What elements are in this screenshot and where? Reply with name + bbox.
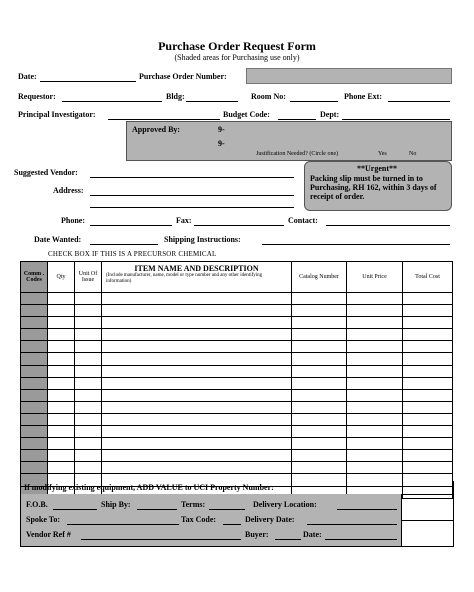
comm-code-cell (21, 426, 48, 438)
unit-cell[interactable] (75, 305, 102, 317)
address-label: Address: (53, 186, 84, 195)
precursor-checkbox-label[interactable]: CHECK BOX IF THIS IS A PRECURSOR CHEMICAL (48, 250, 217, 258)
unit-price-cell[interactable] (347, 365, 403, 377)
description-cell[interactable] (102, 365, 292, 377)
header-qty (48, 262, 75, 293)
catalog-cell[interactable] (292, 341, 347, 353)
header-unit-price-text: Unit Price (362, 274, 387, 280)
contact-field[interactable] (326, 225, 450, 226)
total-cost-cell[interactable] (403, 377, 453, 389)
item-row (21, 438, 453, 450)
unit-cell[interactable] (75, 438, 102, 450)
comm-code-cell (21, 450, 48, 462)
phone-ext-label: Phone Ext: (344, 92, 382, 101)
description-cell[interactable] (102, 450, 292, 462)
unit-price-cell[interactable] (347, 317, 403, 329)
phone-field[interactable] (90, 225, 172, 226)
page-subtitle: (Shaded areas for Purchasing use only) (174, 53, 300, 62)
total-cost-cell[interactable] (403, 389, 453, 401)
justification-yes[interactable]: Yes (378, 151, 387, 157)
comm-code-cell (21, 401, 48, 413)
header-unit (75, 262, 102, 293)
header-item-title: ITEM NAME AND DESCRIPTION (134, 264, 259, 273)
qty-cell[interactable] (48, 329, 75, 341)
contact-label: Contact: (288, 216, 318, 225)
description-cell[interactable] (102, 317, 292, 329)
description-cell[interactable] (102, 426, 292, 438)
catalog-cell[interactable] (292, 329, 347, 341)
total-cost-cell[interactable] (403, 413, 453, 425)
comm-code-cell (21, 341, 48, 353)
comm-code-cell (21, 305, 48, 317)
qty-cell[interactable] (48, 377, 75, 389)
footer-date-label: Date: (303, 530, 322, 539)
footer-date-field (325, 539, 397, 540)
ship-by-field (137, 509, 177, 510)
item-row (21, 365, 453, 377)
date-wanted-label: Date Wanted: (34, 235, 82, 244)
unit-price-cell[interactable] (347, 462, 403, 474)
buyer-label: Buyer: (245, 530, 269, 539)
description-cell[interactable] (102, 341, 292, 353)
approval-line-2-prefix: 9- (218, 139, 225, 148)
unit-price-cell[interactable] (347, 329, 403, 341)
item-row (21, 353, 453, 365)
total-cost-cell[interactable] (403, 401, 453, 413)
description-cell[interactable] (102, 293, 292, 305)
date-field[interactable] (40, 81, 136, 82)
total-cost-cell[interactable] (403, 462, 453, 474)
pi-label: Principal Investigator: (18, 110, 96, 119)
item-row (21, 450, 453, 462)
qty-cell[interactable] (48, 462, 75, 474)
qty-cell[interactable] (48, 353, 75, 365)
fax-label: Fax: (176, 216, 192, 225)
delivery-location-label: Delivery Location: (253, 500, 317, 509)
catalog-cell[interactable] (292, 462, 347, 474)
header-catalog-text: Catalog Number (299, 273, 339, 280)
total-cost-cell[interactable] (403, 426, 453, 438)
comm-code-cell (21, 353, 48, 365)
dept-field[interactable] (342, 119, 450, 120)
dept-label: Dept: (320, 110, 340, 119)
catalog-cell[interactable] (292, 305, 347, 317)
description-cell[interactable] (102, 305, 292, 317)
comm-code-cell (21, 317, 48, 329)
header-item-description (102, 262, 292, 293)
items-table (20, 261, 453, 499)
description-cell[interactable] (102, 353, 292, 365)
comm-code-cell (21, 377, 48, 389)
vendor-ref-label: Vendor Ref # (26, 530, 71, 539)
header-qty-text: Qty (56, 274, 66, 280)
catalog-cell[interactable] (292, 413, 347, 425)
vendor-ref-field (81, 539, 241, 540)
comm-code-cell (21, 293, 48, 305)
header-total-cost (403, 262, 453, 293)
total-cost-cell[interactable] (403, 438, 453, 450)
qty-cell[interactable] (48, 341, 75, 353)
suggested-vendor-field[interactable] (90, 177, 294, 178)
requestor-field[interactable] (62, 101, 162, 102)
item-row (21, 317, 453, 329)
unit-price-cell[interactable] (347, 426, 403, 438)
unit-price-cell[interactable] (347, 377, 403, 389)
justification-no[interactable]: No (409, 151, 417, 157)
header-comm-codes (21, 262, 48, 293)
catalog-cell[interactable] (292, 389, 347, 401)
unit-cell[interactable] (75, 401, 102, 413)
catalog-cell[interactable] (292, 317, 347, 329)
unit-cell[interactable] (75, 426, 102, 438)
suggested-vendor-label: Suggested Vendor: (14, 168, 78, 177)
terms-field (209, 509, 245, 510)
unit-cell[interactable] (75, 462, 102, 474)
tax-code-label: Tax Code: (181, 515, 217, 524)
footer-purchasing-box (20, 494, 454, 547)
catalog-cell[interactable] (292, 377, 347, 389)
fob-field (53, 509, 97, 510)
items-header-row (21, 262, 453, 293)
buyer-field (275, 539, 301, 540)
unit-cell[interactable] (75, 341, 102, 353)
unit-price-cell[interactable] (347, 438, 403, 450)
bldg-label: Bldg: (166, 92, 185, 101)
qty-cell[interactable] (48, 450, 75, 462)
requestor-label: Requestor: (18, 92, 56, 101)
unit-cell[interactable] (75, 353, 102, 365)
unit-cell[interactable] (75, 293, 102, 305)
item-row (21, 377, 453, 389)
total-cost-cell[interactable] (403, 305, 453, 317)
unit-price-cell[interactable] (347, 305, 403, 317)
approval-line-1-prefix: 9- (218, 125, 225, 134)
comm-code-cell (21, 365, 48, 377)
total-cost-cell[interactable] (403, 329, 453, 341)
description-cell[interactable] (102, 389, 292, 401)
address-field-1[interactable] (90, 195, 294, 196)
unit-price-cell[interactable] (347, 341, 403, 353)
item-row (21, 305, 453, 317)
description-cell[interactable] (102, 401, 292, 413)
total-cost-cell[interactable] (403, 293, 453, 305)
qty-cell[interactable] (48, 426, 75, 438)
total-cost-cell[interactable] (403, 317, 453, 329)
comm-code-cell (21, 438, 48, 450)
po-number-label: Purchase Order Number: (139, 72, 227, 81)
total-cost-cell[interactable] (403, 353, 453, 365)
unit-cell[interactable] (75, 389, 102, 401)
header-item-subtitle: (Include manufacturer, name, model or type number and any other identifying information) (106, 273, 263, 284)
header-total-cost-text: Total Cost (415, 274, 440, 280)
total-cost-cell[interactable] (403, 365, 453, 377)
room-no-label: Room No: (251, 92, 286, 101)
qty-cell[interactable] (48, 305, 75, 317)
phone-label: Phone: (61, 216, 85, 225)
item-row (21, 401, 453, 413)
unit-cell[interactable] (75, 450, 102, 462)
unit-price-cell[interactable] (347, 293, 403, 305)
comm-code-cell (21, 389, 48, 401)
justification-label: Justification Needed? (Circle one) (256, 151, 339, 157)
shipping-instructions-label: Shipping Instructions: (164, 235, 241, 244)
address-field-2[interactable] (90, 207, 294, 208)
delivery-location-field (337, 509, 397, 510)
unit-price-cell[interactable] (347, 450, 403, 462)
header-catalog (292, 262, 347, 293)
comm-code-cell (21, 413, 48, 425)
unit-cell[interactable] (75, 413, 102, 425)
comm-code-cell (21, 462, 48, 474)
description-cell[interactable] (102, 377, 292, 389)
unit-cell[interactable] (75, 365, 102, 377)
item-row (21, 293, 453, 305)
qty-cell[interactable] (48, 413, 75, 425)
unit-cell[interactable] (75, 329, 102, 341)
fax-field[interactable] (194, 225, 284, 226)
catalog-cell[interactable] (292, 365, 347, 377)
unit-price-cell[interactable] (347, 353, 403, 365)
item-row (21, 341, 453, 353)
tax-code-field (223, 524, 241, 525)
catalog-cell[interactable] (292, 401, 347, 413)
header-unit-price (347, 262, 403, 293)
catalog-cell[interactable] (292, 450, 347, 462)
qty-cell[interactable] (48, 365, 75, 377)
ship-by-label: Ship By: (101, 500, 131, 509)
catalog-cell[interactable] (292, 353, 347, 365)
phone-ext-field[interactable] (388, 101, 450, 102)
fob-label: F.O.B. (26, 500, 48, 509)
unit-price-cell[interactable] (347, 389, 403, 401)
description-cell[interactable] (102, 462, 292, 474)
header-comm-codes-text: Comm . Codes (23, 271, 45, 283)
qty-cell[interactable] (48, 389, 75, 401)
urgent-heading: **Urgent** (357, 164, 397, 173)
item-row (21, 413, 453, 425)
total-cost-cell[interactable] (403, 450, 453, 462)
footer-right-split (401, 520, 453, 521)
qty-cell[interactable] (48, 293, 75, 305)
item-row (21, 329, 453, 341)
catalog-cell[interactable] (292, 426, 347, 438)
unit-cell[interactable] (75, 377, 102, 389)
comm-code-cell (21, 329, 48, 341)
urgent-body: Packing slip must be turned in to Purchasing, RH 162, within 3 days of receipt of order. (310, 174, 437, 201)
header-unit-text: Unit Of Issue (78, 271, 98, 283)
spoke-to-label: Spoke To: (26, 515, 61, 524)
description-cell[interactable] (102, 413, 292, 425)
description-cell[interactable] (102, 329, 292, 341)
date-wanted-field[interactable] (90, 244, 158, 245)
catalog-cell[interactable] (292, 293, 347, 305)
room-no-field[interactable] (290, 101, 338, 102)
pi-field[interactable] (108, 119, 220, 120)
unit-price-cell[interactable] (347, 401, 403, 413)
total-cost-cell[interactable] (403, 341, 453, 353)
item-row (21, 426, 453, 438)
qty-cell[interactable] (48, 438, 75, 450)
description-cell[interactable] (102, 438, 292, 450)
item-row (21, 462, 453, 474)
qty-cell[interactable] (48, 317, 75, 329)
shipping-instructions-field[interactable] (262, 244, 450, 245)
date-label: Date: (18, 72, 37, 81)
footer-modify-row (20, 481, 454, 495)
budget-code-field[interactable] (278, 119, 316, 120)
unit-cell[interactable] (75, 317, 102, 329)
approved-by-label: Approved By: (132, 125, 181, 134)
spoke-to-field (67, 524, 179, 525)
budget-code-label: Budget Code: (223, 110, 270, 119)
delivery-date-label: Delivery Date: (245, 515, 295, 524)
po-number-field (246, 68, 452, 84)
catalog-cell[interactable] (292, 438, 347, 450)
modify-label: If modifying existing equipment, ADD VALUE to UCI Property Number: (24, 483, 274, 492)
terms-label: Terms: (181, 500, 206, 509)
qty-cell[interactable] (48, 401, 75, 413)
delivery-date-field (307, 524, 397, 525)
unit-price-cell[interactable] (347, 413, 403, 425)
item-row (21, 389, 453, 401)
page-title: Purchase Order Request Form (158, 39, 316, 53)
bldg-field[interactable] (186, 101, 238, 102)
